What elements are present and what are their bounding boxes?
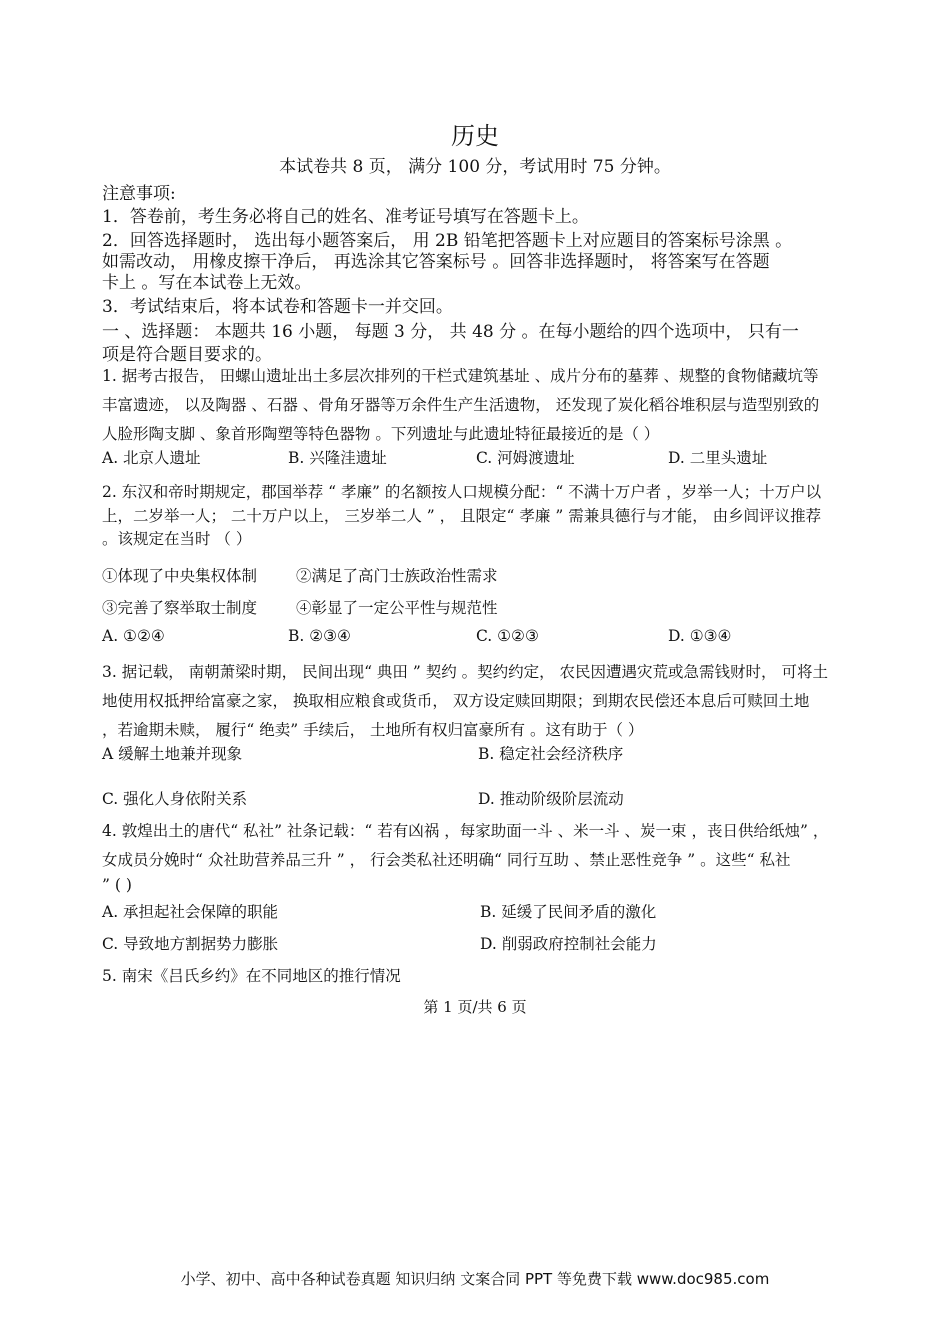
- question-text: ” ( ): [102, 876, 132, 894]
- question-text: ，若逾期未赎， 履行“ 绝卖” 手续后， 土地所有权归富豪所有 。这有助于（ ）: [102, 721, 644, 739]
- question-text: 上，二岁举一人； 二十万户以上， 三岁举二人 ” ， 且限定“ 孝廉 ” 需兼具德行与才能， 由乡闾评议推荐: [102, 507, 822, 525]
- option-a: A. 承担起社会保障的职能: [102, 903, 279, 921]
- page-title: 历史: [451, 122, 499, 150]
- option-b: B. 稳定社会经济秩序: [478, 745, 624, 763]
- option-a: A. 北京人遗址: [102, 449, 201, 467]
- option-b: B. 兴隆洼遗址: [288, 449, 387, 467]
- question-text: 1. 据考古报告， 田螺山遗址出土多层次排列的干栏式建筑基址 、成片分布的墓葬 、规整的食物储藏坑等: [102, 367, 819, 385]
- question-text: 4. 敦煌出土的唐代“ 私社” 社条记载：“ 若有凶祸 ，每家助面一斗 、米一斗 、炭一束 ，丧日供给纸烛” ，: [102, 822, 829, 840]
- statement: ③完善了察举取士制度: [102, 599, 258, 617]
- option-c: C. 强化人身依附关系: [102, 790, 248, 808]
- section-line: 一 、选择题： 本题共 16 小题， 每题 3 分， 共 48 分 。在每小题给的四个选项中， 只有一: [102, 322, 799, 342]
- question-5: 5. 南宋《吕氏乡约》在不同地区的推行情况: [102, 967, 401, 985]
- option-d: D. ①③④: [668, 627, 732, 645]
- statement: ②满足了高门士族政治性需求: [296, 567, 498, 585]
- section-line: 项是符合题目要求的。: [102, 345, 272, 365]
- option-d: D. 削弱政府控制社会能力: [480, 935, 657, 953]
- notice-line: 3．考试结束后，将本试卷和答题卡一并交回。: [102, 297, 453, 317]
- option-d: D. 推动阶级阶层流动: [478, 790, 624, 808]
- option-a: A. ①②④: [102, 627, 165, 645]
- question-text: 女成员分娩时“ 众社助营养品三升 ” ， 行会类私社还明确“ 同行互助 、禁止恶性竞争 ” 。这些“ 私社: [102, 851, 791, 869]
- question-text: 3. 据记载， 南朝萧梁时期， 民间出现“ 典田 ” 契约 。契约约定， 农民因遭遇灾荒或急需钱财时， 可将土: [102, 663, 828, 681]
- question-text: 2. 东汉和帝时期规定，郡国举荐 “ 孝廉” 的名额按人口规模分配：“ 不满十万户者 ，岁举一人；十万户以: [102, 483, 822, 501]
- question-text: 人脸形陶支脚 、象首形陶塑等特色器物 。下列遗址与此遗址特征最接近的是（ ）: [102, 425, 660, 443]
- option-c: C. 导致地方割据势力膨胀: [102, 935, 279, 953]
- statement: ①体现了中央集权体制: [102, 567, 258, 585]
- statement: ④彰显了一定公平性与规范性: [296, 599, 498, 617]
- watermark-text: 小学、初中、高中各种试卷真题 知识归纳 文案合同 PPT 等免费下载 www.doc985.com: [180, 1270, 770, 1288]
- question-text: 丰富遗迹， 以及陶器 、石器 、骨角牙器等万余件生产生活遗物， 还发现了炭化稻谷堆积层与造型别致的: [102, 396, 820, 414]
- notice-line: 1．答卷前，考生务必将自己的姓名、准考证号填写在答题卡上。: [102, 207, 589, 227]
- option-a: A 缓解土地兼并现象: [102, 745, 243, 763]
- notice-heading: 注意事项:: [102, 184, 176, 204]
- option-b: B. ②③④: [288, 627, 351, 645]
- notice-line: 2．回答选择题时， 选出每小题答案后， 用 2B 铅笔把答题卡上对应题目的答案标号涂黑 。: [102, 231, 793, 251]
- notice-line: 卡上 。写在本试卷上无效。: [102, 273, 312, 293]
- option-c: C. 河姆渡遗址: [476, 449, 575, 467]
- page-number: 第 1 页/共 6 页: [423, 998, 527, 1016]
- option-c: C. ①②③: [476, 627, 539, 645]
- question-text: 。该规定在当时 （ ）: [102, 530, 252, 548]
- question-text: 地使用权抵押给富豪之家， 换取相应粮食或货币， 双方设定赎回期限；到期农民偿还本息后可赎回土地: [102, 692, 810, 710]
- option-d: D. 二里头遗址: [668, 449, 768, 467]
- option-b: B. 延缓了民间矛盾的激化: [480, 903, 657, 921]
- exam-info: 本试卷共 8 页， 满分 100 分，考试用时 75 分钟。: [279, 157, 671, 177]
- notice-line: 如需改动， 用橡皮擦干净后， 再选涂其它答案标号 。回答非选择题时， 将答案写在答题: [102, 252, 770, 272]
